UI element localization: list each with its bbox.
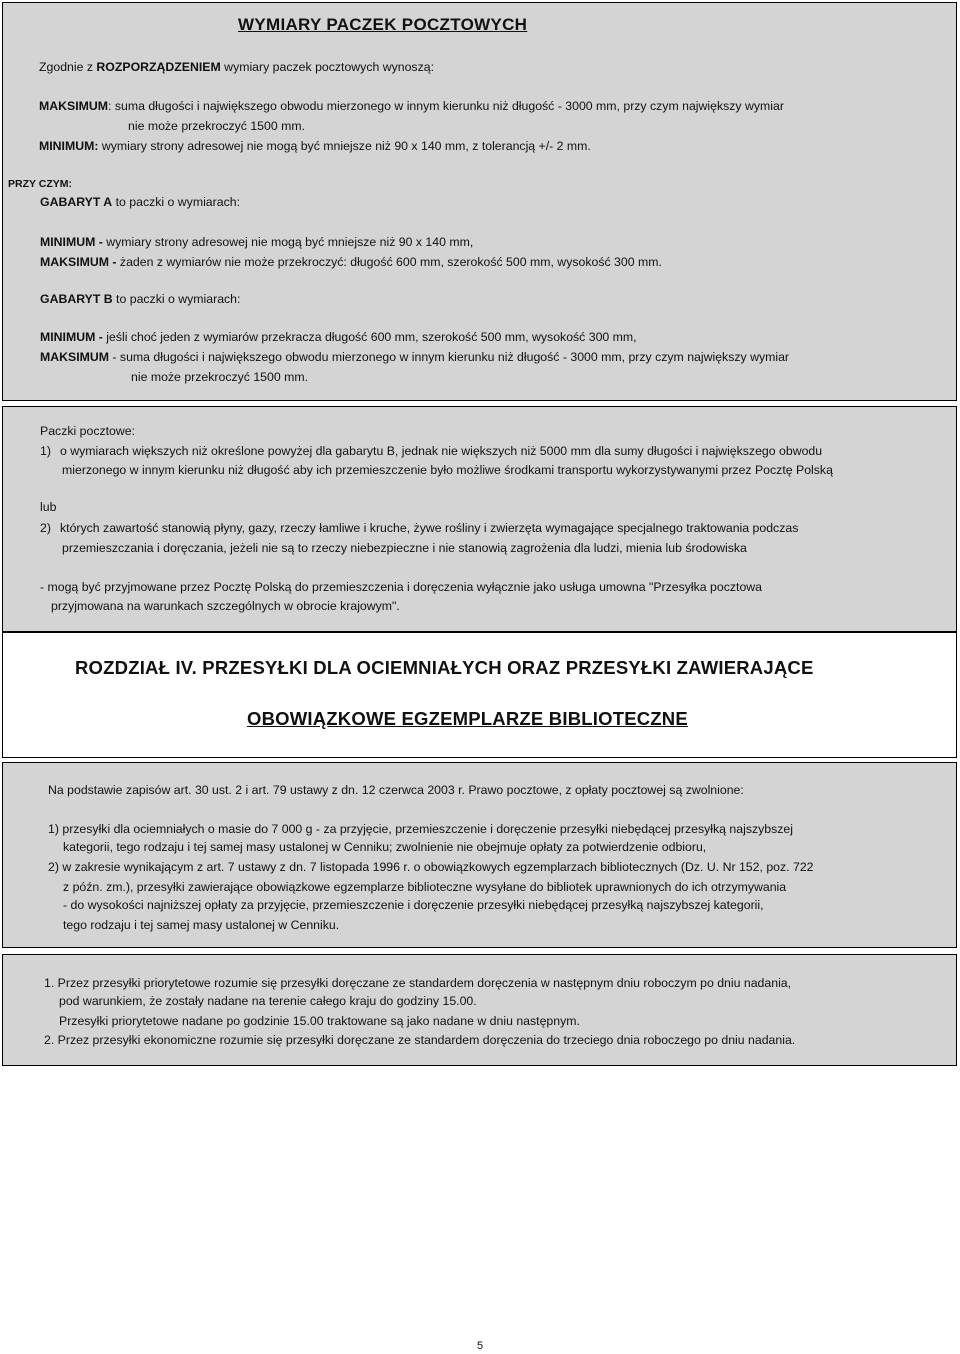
- priority-line2: pod warunkiem, że zostały nadane na terenie całego kraju do godziny 15.00.: [59, 994, 477, 1008]
- item2-line2: przemieszczania i doręczania, jeżeli nie są to rzeczy niebezpieczne i nie stanowią zagrożenia dla ludzi, mienia lub środowiska: [62, 541, 747, 555]
- gabaryt-b-minimum: MINIMUM - jeśli choć jeden z wymiarów przekracza długość 600 mm, szerokość 500 mm, wysokość 300 mm,: [40, 330, 637, 344]
- item1-line2: mierzonego w innym kierunku niż długość aby ich przemieszczenie było możliwe środkami transportu wykorzystywanymi przez Pocztę Polską: [62, 463, 833, 477]
- przy-czym-label: PRZY CZYM:: [8, 178, 72, 190]
- priority-line3: Przesyłki priorytetowe nadane po godzinie 15.00 traktowane są jako nadane w dniu następnym.: [59, 1014, 580, 1028]
- chapter-heading-line1: ROZDZIAŁ IV. PRZESYŁKI DLA OCIEMNIAŁYCH ORAZ PRZESYŁKI ZAWIERAJĄCE: [75, 657, 814, 678]
- chapter-heading-line2: OBOWIĄZKOWE EGZEMPLARZE BIBLIOTECZNE: [247, 708, 688, 729]
- intro-text: Zgodnie z ROZPORZĄDZENIEM wymiary paczek pocztowych wynoszą:: [39, 60, 434, 74]
- item1-line1: o wymiarach większych niż określone powyżej dla gabarytu B, jednak nie większych niż 5000 mm dla sumy długości i największego obwodu: [60, 444, 823, 458]
- item2-line1: których zawartość stanowią płyny, gazy, rzeczy łamliwe i kruche, żywe rośliny i zwierzęta wymagające specjalnego traktowania podczas: [60, 521, 799, 535]
- maximum-rule-cont: nie może przekroczyć 1500 mm.: [128, 119, 306, 133]
- parcels-heading: Paczki pocztowe:: [40, 424, 136, 438]
- note-line1: - mogą być przyjmowane przez Pocztę Polską do przemieszczenia i doręczenia wyłącznie jako usługa umowna "Przesyłka pocztowa: [40, 580, 763, 594]
- gabaryt-b-maximum: MAKSIMUM - suma długości i największego obwodu mierzonego w innym kierunku niż długość - 3000 mm, przy czym największy wymiar: [40, 350, 790, 364]
- section-title: WYMIARY PACZEK POCZTOWYCH: [238, 15, 528, 34]
- chapter-heading-section: [2, 632, 957, 758]
- note-line2: przyjmowana na warunkach szczególnych w obrocie krajowym".: [51, 599, 400, 613]
- exemption-1-line2: kategorii, tego rodzaju i tej samej masy ustalonej w Cenniku; zwolnienie nie obejmuje opłaty za potwierdzenie odbioru,: [63, 840, 707, 854]
- exemption-1-line1: 1) przesyłki dla ociemniałych o masie do 7 000 g - za przyjęcie, przemieszczenie i doręczenie przesyłki niebędącej przesyłką najszybszej: [48, 822, 793, 836]
- item2-number: 2): [40, 521, 51, 535]
- item1-number: 1): [40, 444, 51, 458]
- priority-section: [2, 954, 957, 1066]
- dimensions-section: [2, 2, 957, 401]
- exemption-2-line3: - do wysokości najniższej opłaty za przyjęcie, przemieszczenie i doręczenie przesyłki niebędącej przesyłką najszybszej kategorii,: [63, 898, 764, 912]
- priority-line1: 1. Przez przesyłki priorytetowe rozumie się przesyłki doręczane ze standardem doręczenia w następnym dniu roboczym po dniu nadania,: [44, 976, 792, 990]
- gabaryt-a-maximum: MAKSIMUM - żaden z wymiarów nie może przekroczyć: długość 600 mm, szerokość 500 mm, wysokość 300 mm.: [40, 255, 662, 269]
- exemption-2-line4: tego rodzaju i tej samej masy ustalonej w Cenniku.: [63, 918, 340, 932]
- gabaryt-a-heading: GABARYT A to paczki o wymiarach:: [40, 195, 240, 209]
- exemptions-section: [2, 762, 957, 948]
- gabaryt-b-maximum-cont: nie może przekroczyć 1500 mm.: [131, 370, 309, 384]
- page-number: 5: [477, 1340, 484, 1352]
- exemption-2-line2: z późn. zm.), przesyłki zawierające obowiązkowe egzemplarze biblioteczne wysyłane do bibliotek uprawnionych do ich otrzymywania: [63, 880, 787, 894]
- minimum-rule: MINIMUM: wymiary strony adresowej nie mogą być mniejsze niż 90 x 140 mm, z tolerancją +/- 2 mm.: [39, 139, 591, 153]
- gabaryt-a-minimum: MINIMUM - wymiary strony adresowej nie mogą być mniejsze niż 90 x 140 mm,: [40, 235, 474, 249]
- economy-line: 2. Przez przesyłki ekonomiczne rozumie się przesyłki doręczane ze standardem doręczenia do trzeciego dnia roboczego po dniu nadania.: [44, 1033, 796, 1047]
- exemptions-intro: Na podstawie zapisów art. 30 ust. 2 i art. 79 ustawy z dn. 12 czerwca 2003 r. Prawo pocztowe, z opłaty pocztowej są zwolnione:: [48, 783, 744, 797]
- maximum-rule: MAKSIMUM: suma długości i największego obwodu mierzonego w innym kierunku niż długość - 3000 mm, przy czym największy wymiar: [39, 99, 784, 113]
- parcels-section: [2, 406, 957, 632]
- gabaryt-b-heading: GABARYT B to paczki o wymiarach:: [40, 292, 241, 306]
- lub-text: lub: [40, 500, 57, 514]
- exemption-2-line1: 2) w zakresie wynikającym z art. 7 ustawy z dn. 7 listopada 1996 r. o obowiązkowych egzemplarzach bibliotecznych (Dz. U. Nr 152, poz. 722: [48, 860, 814, 874]
